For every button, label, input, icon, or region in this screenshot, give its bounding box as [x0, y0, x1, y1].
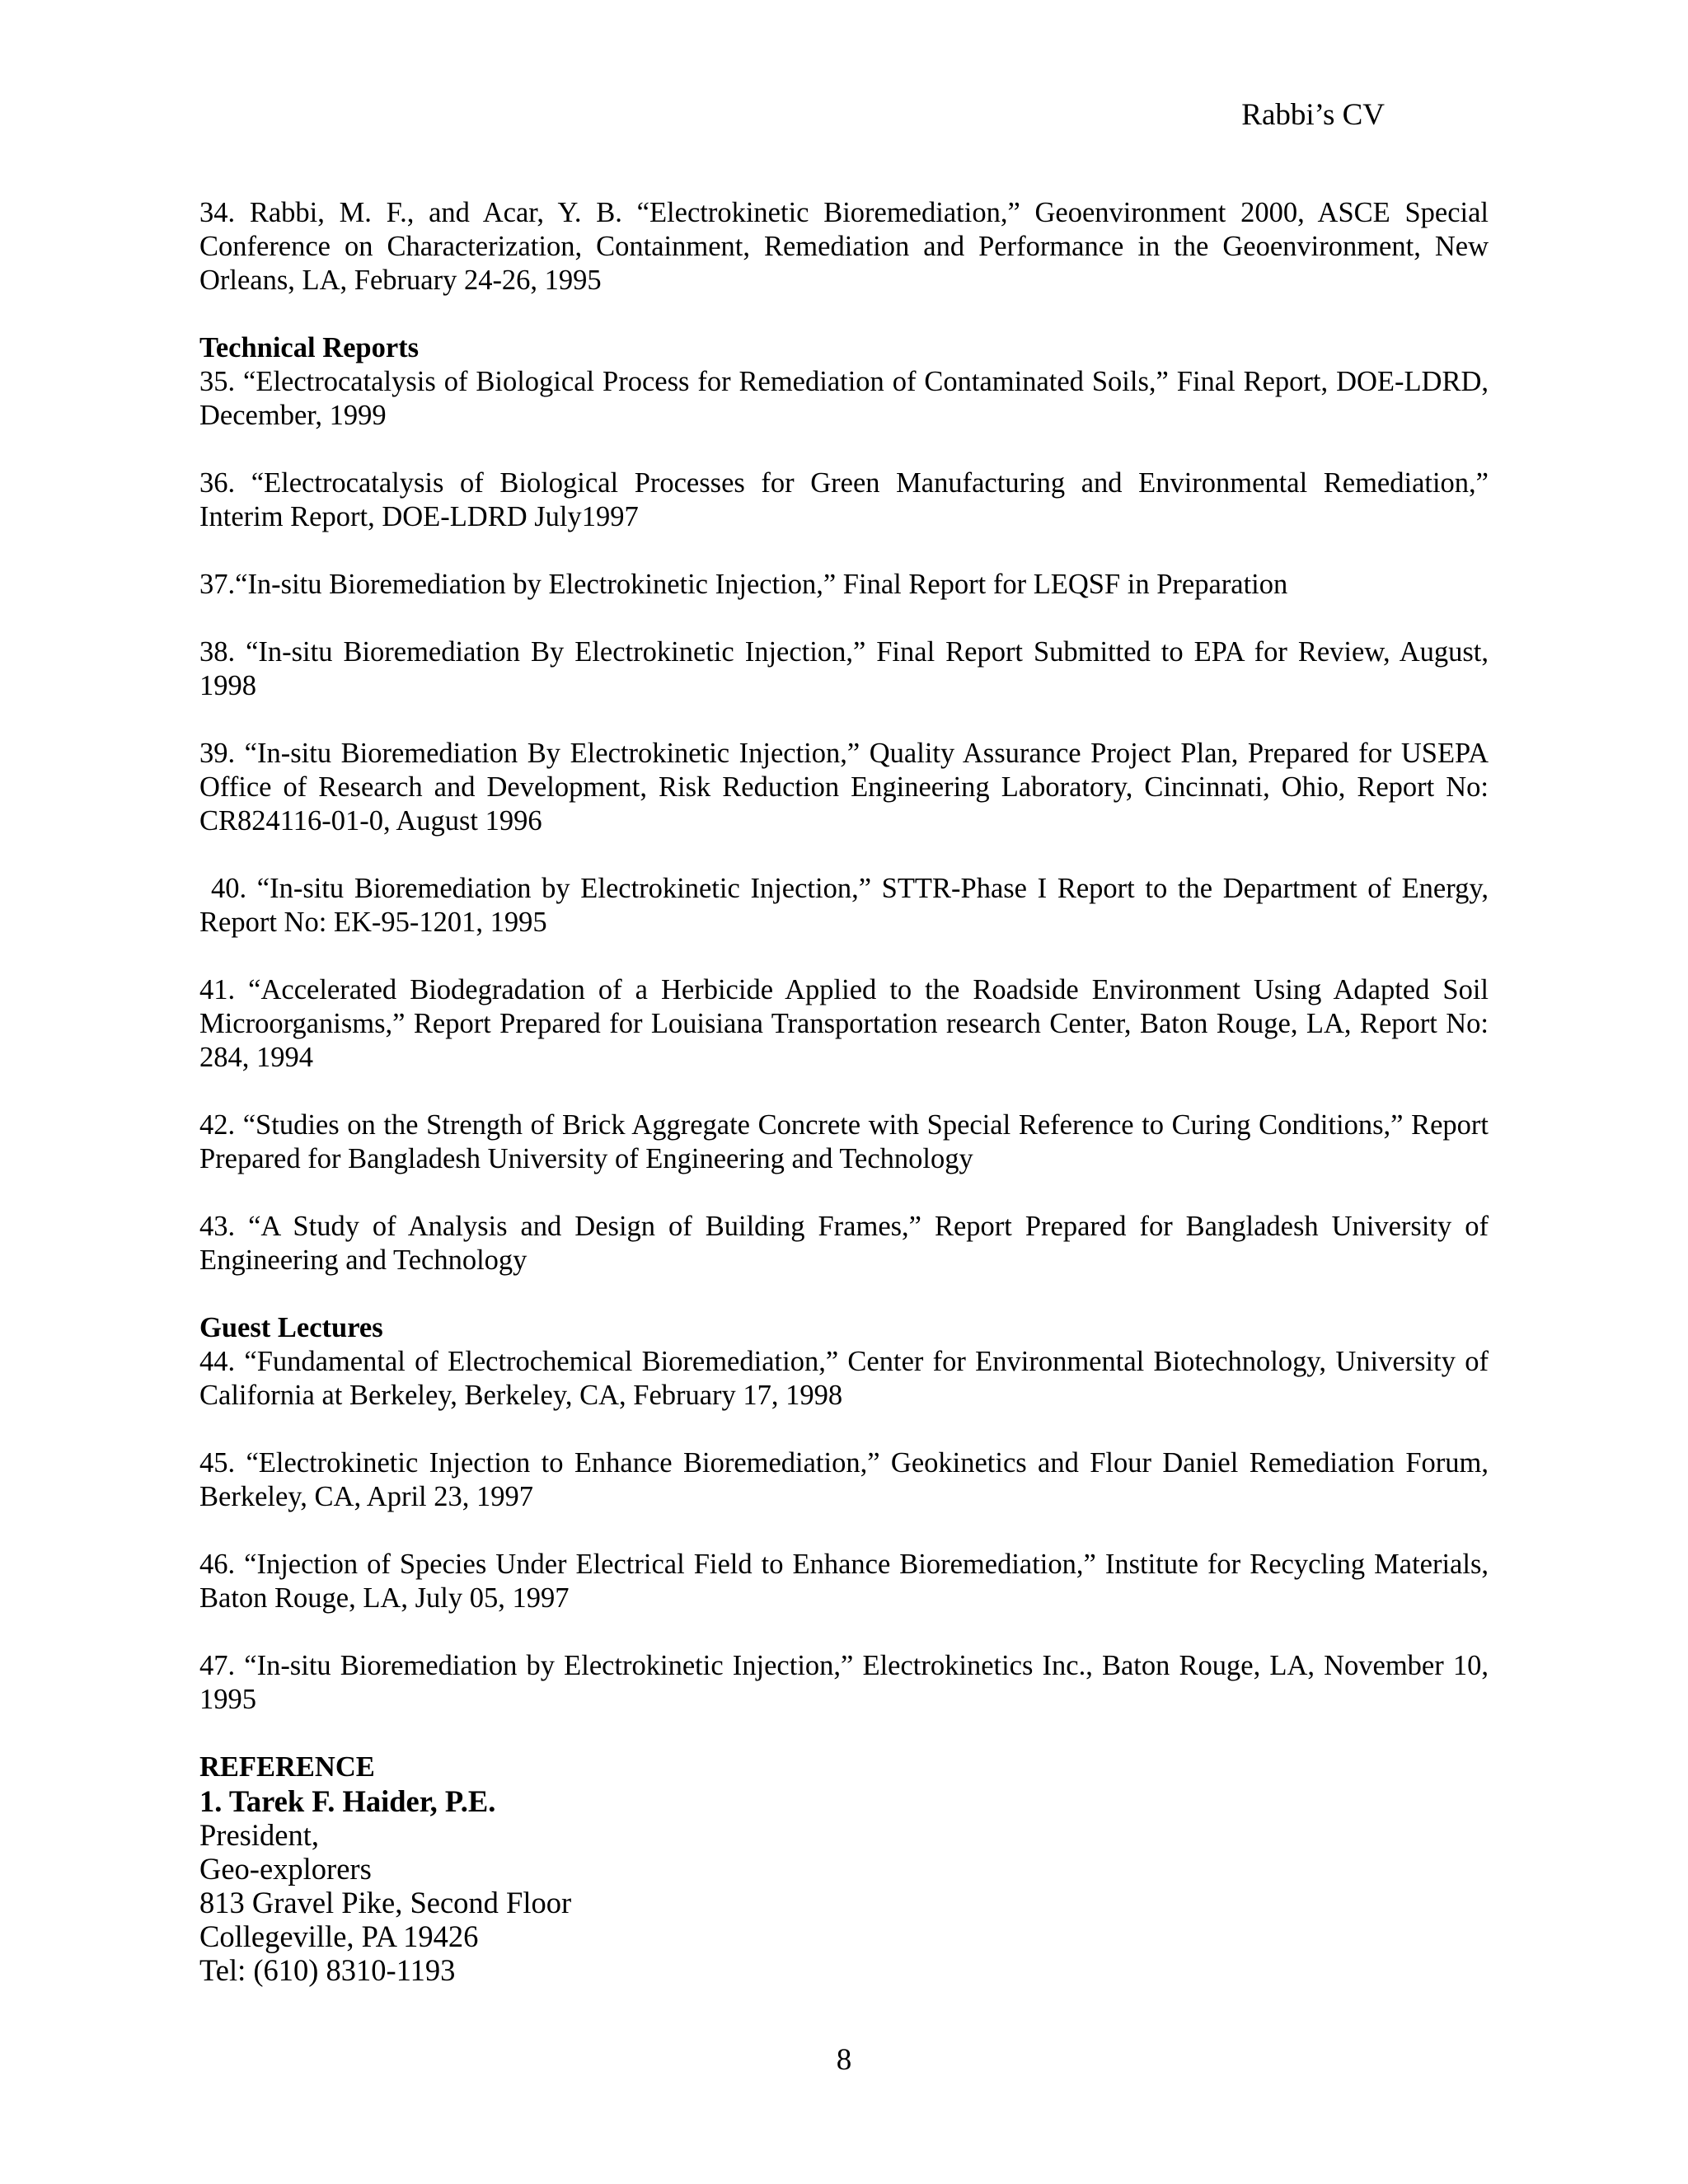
section-heading-technical-reports: Technical Reports — [199, 332, 420, 363]
report-entry-38: 38. “In-situ Bioremediation By Electrokinetic Injection,” Final Report Submitted to EPA for Review, August, 1998 — [199, 636, 1489, 701]
reference-name: 1. Tarek F. Haider, P.E. — [199, 1784, 496, 1818]
report-entry-35: 35. “Electrocatalysis of Biological Process for Remediation of Contaminated Soils,” Final Report, DOE-LDRD, December, 1999 — [199, 366, 1489, 431]
lecture-entry-45: 45. “Electrokinetic Injection to Enhance Bioremediation,” Geokinetics and Flour Daniel Remediation Forum, Berkeley, CA, April 23, 1997 — [199, 1447, 1489, 1512]
section-heading-reference: REFERENCE — [199, 1751, 375, 1783]
document-body — [199, 196, 1489, 1987]
publication-entry-34: 34. Rabbi, M. F., and Acar, Y. B. “Electrokinetic Bioremediation,” Geoenvironment 2000, ASCE Special Conference on Characterization, Containment, Remediation and Performance in the Geoenvironment, New Orleans, LA, February 24-26, 1995 — [199, 197, 1489, 296]
running-header: Rabbi’s CV — [1241, 98, 1385, 132]
reference-phone: Tel: (610) 8310-1193 — [199, 1953, 456, 1987]
section-heading-guest-lectures: Guest Lectures — [199, 1312, 383, 1343]
report-entry-42: 42. “Studies on the Strength of Brick Aggregate Concrete with Special Reference to Curing Conditions,” Report Prepared for Bangladesh University of Engineering and Technology — [199, 1109, 1489, 1174]
lecture-entry-46: 46. “Injection of Species Under Electrical Field to Enhance Bioremediation,” Institute for Recycling Materials, Baton Rouge, LA, July 05, 1997 — [199, 1549, 1489, 1614]
report-entry-40: 40. “In-situ Bioremediation by Electrokinetic Injection,” STTR-Phase I Report to the Department of Energy, Report No: EK-95-1201, 1995 — [199, 873, 1489, 938]
report-entry-43: 43. “A Study of Analysis and Design of Building Frames,” Report Prepared for Bangladesh University of Engineering and Technology — [199, 1211, 1489, 1276]
lecture-entry-47: 47. “In-situ Bioremediation by Electrokinetic Injection,” Electrokinetics Inc., Baton Rouge, LA, November 10, 1995 — [199, 1650, 1489, 1715]
report-entry-36: 36. “Electrocatalysis of Biological Processes for Green Manufacturing and Environmental Remediation,” Interim Report, DOE-LDRD July1997 — [199, 467, 1489, 532]
reference-title: President, — [199, 1818, 319, 1852]
reference-street: 813 Gravel Pike, Second Floor — [199, 1886, 572, 1919]
report-entry-41: 41. “Accelerated Biodegradation of a Herbicide Applied to the Roadside Environment Using Adapted Soil Microorganisms,” Report Prepared for Louisiana Transportation research Center, Baton Rouge, LA, Report No: 284, 1994 — [199, 974, 1489, 1073]
report-entry-37: 37.“In-situ Bioremediation by Electrokinetic Injection,” Final Report for LEQSF in Preparation — [199, 569, 1288, 600]
lecture-entry-44: 44. “Fundamental of Electrochemical Bioremediation,” Center for Environmental Biotechnology, University of California at Berkeley, Berkeley, CA, February 17, 1998 — [199, 1346, 1489, 1411]
page-number: 8 — [836, 2043, 852, 2077]
reference-company: Geo-explorers — [199, 1852, 372, 1886]
reference-city: Collegeville, PA 19426 — [199, 1919, 479, 1953]
report-entry-39: 39. “In-situ Bioremediation By Electrokinetic Injection,” Quality Assurance Project Plan, Prepared for USEPA Office of Research and Development, Risk Reduction Engineering Laboratory, Cincinnati, Ohio, Report No: CR824116-01-0, August 1996 — [199, 738, 1489, 837]
reference-contact — [199, 1784, 1489, 1987]
